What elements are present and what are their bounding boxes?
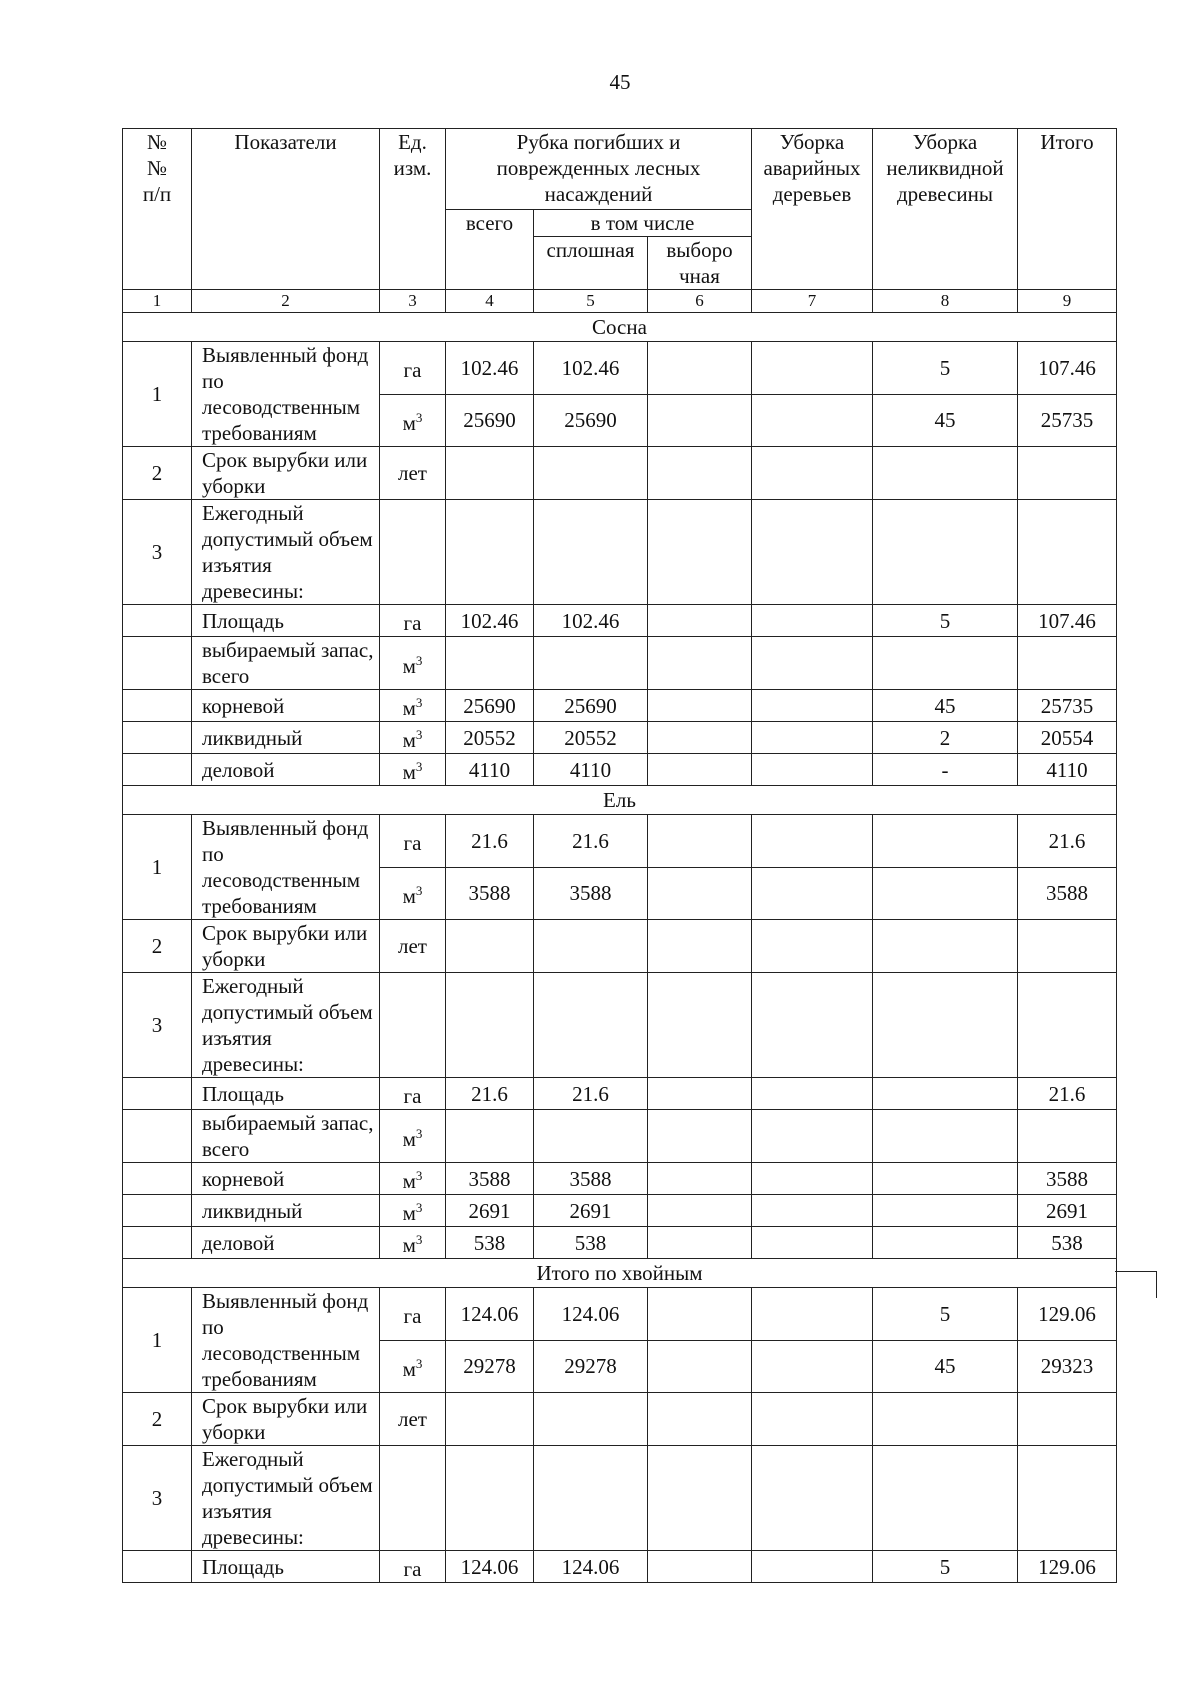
indicator-label: Срок вырубки или уборки bbox=[192, 920, 380, 973]
header-emergency-trees: Уборка аварийных деревьев bbox=[752, 129, 873, 290]
clear-felling-cell bbox=[534, 637, 648, 690]
row-number bbox=[123, 1163, 192, 1195]
section-title-row bbox=[123, 313, 1117, 342]
illiquid-wood-cell bbox=[873, 1078, 1018, 1110]
unit-cell bbox=[380, 690, 446, 722]
emergency-trees-cell bbox=[752, 754, 873, 786]
total-cell: 2691 bbox=[1018, 1195, 1117, 1227]
clear-felling-cell: 21.6 bbox=[534, 1078, 648, 1110]
annual-volume-row bbox=[123, 973, 1117, 1078]
felling-total-cell: 21.6 bbox=[446, 815, 534, 868]
selective-felling-cell bbox=[648, 447, 752, 500]
header-illiquid-wood: Уборка неликвидной древесины bbox=[873, 129, 1018, 290]
row-number bbox=[123, 637, 192, 690]
unit-label: га bbox=[403, 358, 422, 383]
header-total: Итого bbox=[1018, 129, 1117, 290]
header-clear-felling: сплошная bbox=[534, 237, 648, 290]
selective-felling-cell bbox=[648, 1110, 752, 1163]
unit-label: м bbox=[402, 1126, 416, 1151]
row-number bbox=[123, 1227, 192, 1259]
clear-felling-cell bbox=[534, 1446, 648, 1551]
indicator-label: Ежегодный допустимый объем изъятия древесины: bbox=[192, 500, 380, 605]
emergency-trees-cell bbox=[752, 690, 873, 722]
illiquid-wood-cell bbox=[873, 447, 1018, 500]
row-number: 1 bbox=[123, 342, 192, 447]
total-cell: 3588 bbox=[1018, 1163, 1117, 1195]
illiquid-wood-cell: 2 bbox=[873, 722, 1018, 754]
detail-row bbox=[123, 1551, 1117, 1583]
felling-total-cell: 124.06 bbox=[446, 1288, 534, 1341]
unit-label: м bbox=[402, 760, 416, 784]
selective-felling-cell bbox=[648, 637, 752, 690]
header-number: № № п/п bbox=[123, 129, 192, 290]
illiquid-wood-cell bbox=[873, 920, 1018, 973]
page-number: 45 bbox=[609, 70, 631, 94]
column-number: 5 bbox=[534, 290, 648, 313]
selective-felling-cell bbox=[648, 1393, 752, 1446]
detail-row bbox=[123, 1227, 1117, 1259]
indicator-label: деловой bbox=[192, 754, 380, 786]
unit-cell bbox=[380, 1110, 446, 1163]
total-cell bbox=[1018, 1110, 1117, 1163]
felling-total-cell: 124.06 bbox=[446, 1551, 534, 1583]
row-number: 1 bbox=[123, 815, 192, 920]
total-cell: 129.06 bbox=[1018, 1288, 1117, 1341]
row-number bbox=[123, 754, 192, 786]
indicator-label: выбираемый запас, всего bbox=[192, 637, 380, 690]
column-number: 6 bbox=[648, 290, 752, 313]
clear-felling-cell: 25690 bbox=[534, 394, 648, 447]
detail-row bbox=[123, 605, 1117, 637]
clear-felling-cell: 538 bbox=[534, 1227, 648, 1259]
unit-label: м bbox=[402, 1233, 416, 1257]
total-cell bbox=[1018, 500, 1117, 605]
header-unit: Ед. изм. bbox=[380, 129, 446, 290]
unit-cell bbox=[380, 815, 446, 868]
indicator-label: Ежегодный допустимый объем изъятия древесины: bbox=[192, 973, 380, 1078]
selective-felling-cell bbox=[648, 1078, 752, 1110]
total-cell: 3588 bbox=[1018, 867, 1117, 920]
illiquid-wood-cell bbox=[873, 1195, 1018, 1227]
detail-row bbox=[123, 1195, 1117, 1227]
row-number bbox=[123, 1551, 192, 1583]
total-cell: 107.46 bbox=[1018, 342, 1117, 395]
indicator-label: ликвидный bbox=[192, 1195, 380, 1227]
illiquid-wood-cell: - bbox=[873, 754, 1018, 786]
selective-felling-cell bbox=[648, 973, 752, 1078]
emergency-trees-cell bbox=[752, 1078, 873, 1110]
header-felling-total: всего bbox=[446, 210, 534, 290]
unit-exponent: 3 bbox=[415, 1355, 423, 1371]
unit-label: га bbox=[403, 1304, 422, 1329]
row-number bbox=[123, 1110, 192, 1163]
emergency-trees-cell bbox=[752, 1163, 873, 1195]
emergency-trees-cell bbox=[752, 447, 873, 500]
emergency-trees-cell bbox=[752, 867, 873, 920]
unit-label: м bbox=[402, 696, 416, 720]
unit-label: м bbox=[402, 410, 416, 435]
unit-cell bbox=[380, 394, 446, 447]
indicator-label: ликвидный bbox=[192, 722, 380, 754]
detail-row bbox=[123, 690, 1117, 722]
column-number: 1 bbox=[123, 290, 192, 313]
detail-row bbox=[123, 637, 1117, 690]
selective-felling-cell bbox=[648, 394, 752, 447]
unit-label: га bbox=[403, 831, 422, 856]
column-number: 2 bbox=[192, 290, 380, 313]
emergency-trees-cell bbox=[752, 1446, 873, 1551]
term-row bbox=[123, 447, 1117, 500]
unit-cell bbox=[380, 500, 446, 605]
illiquid-wood-cell bbox=[873, 815, 1018, 868]
felling-total-cell: 538 bbox=[446, 1227, 534, 1259]
felling-total-cell: 4110 bbox=[446, 754, 534, 786]
emergency-trees-cell bbox=[752, 1551, 873, 1583]
detail-row bbox=[123, 1110, 1117, 1163]
emergency-trees-cell bbox=[752, 1110, 873, 1163]
row-number: 2 bbox=[123, 1393, 192, 1446]
column-numbers-row bbox=[123, 290, 1117, 313]
selective-felling-cell bbox=[648, 1288, 752, 1341]
clear-felling-cell: 102.46 bbox=[534, 342, 648, 395]
illiquid-wood-cell: 5 bbox=[873, 342, 1018, 395]
clear-felling-cell bbox=[534, 1393, 648, 1446]
illiquid-wood-cell: 5 bbox=[873, 605, 1018, 637]
selective-felling-cell bbox=[648, 690, 752, 722]
total-cell: 129.06 bbox=[1018, 1551, 1117, 1583]
selective-felling-cell bbox=[648, 920, 752, 973]
clear-felling-cell: 21.6 bbox=[534, 815, 648, 868]
forest-harvest-table bbox=[122, 128, 1117, 1583]
clear-felling-cell: 20552 bbox=[534, 722, 648, 754]
felling-total-cell bbox=[446, 637, 534, 690]
selective-felling-cell bbox=[648, 754, 752, 786]
selective-felling-cell bbox=[648, 1446, 752, 1551]
detail-row bbox=[123, 1163, 1117, 1195]
detail-row bbox=[123, 1078, 1117, 1110]
total-cell: 21.6 bbox=[1018, 1078, 1117, 1110]
indicator-label: корневой bbox=[192, 690, 380, 722]
selective-felling-cell bbox=[648, 1227, 752, 1259]
column-number: 9 bbox=[1018, 290, 1117, 313]
total-cell: 4110 bbox=[1018, 754, 1117, 786]
unit-cell bbox=[380, 1227, 446, 1259]
column-number: 8 bbox=[873, 290, 1018, 313]
detail-row bbox=[123, 754, 1117, 786]
unit-label: га bbox=[403, 611, 422, 635]
indicator-label: Площадь bbox=[192, 605, 380, 637]
row-number: 3 bbox=[123, 973, 192, 1078]
illiquid-wood-cell: 45 bbox=[873, 690, 1018, 722]
illiquid-wood-cell: 5 bbox=[873, 1551, 1018, 1583]
unit-cell: лет bbox=[380, 920, 446, 973]
emergency-trees-cell bbox=[752, 815, 873, 868]
unit-label: м bbox=[402, 1169, 416, 1193]
indicator-label: деловой bbox=[192, 1227, 380, 1259]
clear-felling-cell bbox=[534, 1110, 648, 1163]
felling-total-cell: 3588 bbox=[446, 1163, 534, 1195]
section-title: Сосна bbox=[123, 313, 1117, 342]
selective-felling-cell bbox=[648, 605, 752, 637]
emergency-trees-cell bbox=[752, 500, 873, 605]
clear-felling-cell: 2691 bbox=[534, 1195, 648, 1227]
total-cell: 25735 bbox=[1018, 394, 1117, 447]
unit-cell bbox=[380, 1163, 446, 1195]
unit-exponent: 3 bbox=[415, 1232, 423, 1247]
clear-felling-cell: 124.06 bbox=[534, 1551, 648, 1583]
section-title-row bbox=[123, 786, 1117, 815]
total-cell: 20554 bbox=[1018, 722, 1117, 754]
selective-felling-cell bbox=[648, 722, 752, 754]
total-cell bbox=[1018, 637, 1117, 690]
unit-cell: лет bbox=[380, 447, 446, 500]
row-number: 1 bbox=[123, 1288, 192, 1393]
total-cell bbox=[1018, 920, 1117, 973]
emergency-trees-cell bbox=[752, 1288, 873, 1341]
selective-felling-cell bbox=[648, 342, 752, 395]
felling-total-cell: 29278 bbox=[446, 1340, 534, 1393]
unit-label: м bbox=[402, 728, 416, 752]
row-number bbox=[123, 605, 192, 637]
identified-fund-row bbox=[123, 815, 1117, 868]
row-number: 3 bbox=[123, 1446, 192, 1551]
unit-label: м bbox=[402, 883, 416, 908]
total-cell bbox=[1018, 447, 1117, 500]
header-felling-group: Рубка погибших и поврежденных лесных насаждений bbox=[446, 129, 752, 210]
selective-felling-cell bbox=[648, 1195, 752, 1227]
table-edge-overhang bbox=[1115, 1271, 1157, 1298]
clear-felling-cell: 25690 bbox=[534, 690, 648, 722]
unit-label: м bbox=[402, 1201, 416, 1225]
clear-felling-cell: 3588 bbox=[534, 1163, 648, 1195]
indicator-label: выбираемый запас, всего bbox=[192, 1110, 380, 1163]
identified-fund-row bbox=[123, 1288, 1117, 1341]
indicator-label: Площадь bbox=[192, 1551, 380, 1583]
unit-exponent: 3 bbox=[415, 759, 423, 774]
selective-felling-cell bbox=[648, 1163, 752, 1195]
felling-total-cell: 25690 bbox=[446, 690, 534, 722]
section-title: Итого по хвойным bbox=[123, 1259, 1117, 1288]
emergency-trees-cell bbox=[752, 722, 873, 754]
emergency-trees-cell bbox=[752, 637, 873, 690]
unit-cell bbox=[380, 867, 446, 920]
unit-label: га bbox=[403, 1084, 422, 1108]
emergency-trees-cell bbox=[752, 1195, 873, 1227]
header-selective-felling: выборо чная bbox=[648, 237, 752, 290]
unit-cell bbox=[380, 1551, 446, 1583]
illiquid-wood-cell: 45 bbox=[873, 1340, 1018, 1393]
column-number: 3 bbox=[380, 290, 446, 313]
unit-exponent: 3 bbox=[415, 652, 423, 668]
felling-total-cell bbox=[446, 1110, 534, 1163]
felling-total-cell: 21.6 bbox=[446, 1078, 534, 1110]
header-row-1 bbox=[123, 129, 1117, 210]
selective-felling-cell bbox=[648, 1340, 752, 1393]
unit-exponent: 3 bbox=[415, 695, 423, 710]
selective-felling-cell bbox=[648, 815, 752, 868]
illiquid-wood-cell: 45 bbox=[873, 394, 1018, 447]
clear-felling-cell bbox=[534, 920, 648, 973]
column-number: 4 bbox=[446, 290, 534, 313]
felling-total-cell bbox=[446, 920, 534, 973]
unit-cell bbox=[380, 754, 446, 786]
unit-cell bbox=[380, 722, 446, 754]
felling-total-cell bbox=[446, 1446, 534, 1551]
section-title-row bbox=[123, 1259, 1117, 1288]
emergency-trees-cell bbox=[752, 1393, 873, 1446]
total-cell bbox=[1018, 1446, 1117, 1551]
felling-total-cell: 20552 bbox=[446, 722, 534, 754]
term-row bbox=[123, 920, 1117, 973]
indicator-label: Выявленный фонд по лесоводственным требованиям bbox=[192, 815, 380, 920]
row-number: 2 bbox=[123, 447, 192, 500]
felling-total-cell bbox=[446, 500, 534, 605]
indicator-label: Выявленный фонд по лесоводственным требованиям bbox=[192, 1288, 380, 1393]
clear-felling-cell bbox=[534, 447, 648, 500]
emergency-trees-cell bbox=[752, 342, 873, 395]
clear-felling-cell: 4110 bbox=[534, 754, 648, 786]
felling-total-cell: 102.46 bbox=[446, 605, 534, 637]
illiquid-wood-cell bbox=[873, 1227, 1018, 1259]
unit-exponent: 3 bbox=[415, 727, 423, 742]
total-cell: 29323 bbox=[1018, 1340, 1117, 1393]
row-number: 2 bbox=[123, 920, 192, 973]
row-number: 3 bbox=[123, 500, 192, 605]
felling-total-cell: 102.46 bbox=[446, 342, 534, 395]
row-number bbox=[123, 1195, 192, 1227]
indicator-label: Ежегодный допустимый объем изъятия древесины: bbox=[192, 1446, 380, 1551]
felling-total-cell: 2691 bbox=[446, 1195, 534, 1227]
emergency-trees-cell bbox=[752, 605, 873, 637]
illiquid-wood-cell bbox=[873, 1393, 1018, 1446]
emergency-trees-cell bbox=[752, 1340, 873, 1393]
clear-felling-cell bbox=[534, 973, 648, 1078]
illiquid-wood-cell bbox=[873, 1110, 1018, 1163]
indicator-label: Выявленный фонд по лесоводственным требованиям bbox=[192, 342, 380, 447]
selective-felling-cell bbox=[648, 867, 752, 920]
unit-cell bbox=[380, 1446, 446, 1551]
unit-cell bbox=[380, 1195, 446, 1227]
unit-exponent: 3 bbox=[415, 1200, 423, 1215]
row-number bbox=[123, 690, 192, 722]
unit-cell bbox=[380, 1340, 446, 1393]
illiquid-wood-cell bbox=[873, 1446, 1018, 1551]
illiquid-wood-cell bbox=[873, 867, 1018, 920]
unit-label: м bbox=[402, 653, 416, 678]
felling-total-cell bbox=[446, 447, 534, 500]
unit-exponent: 3 bbox=[415, 409, 423, 425]
unit-cell bbox=[380, 973, 446, 1078]
illiquid-wood-cell bbox=[873, 1163, 1018, 1195]
annual-volume-row bbox=[123, 500, 1117, 605]
row-number bbox=[123, 1078, 192, 1110]
section-title: Ель bbox=[123, 786, 1117, 815]
unit-cell bbox=[380, 1078, 446, 1110]
unit-cell bbox=[380, 1288, 446, 1341]
unit-label: м bbox=[402, 1356, 416, 1381]
emergency-trees-cell bbox=[752, 394, 873, 447]
clear-felling-cell bbox=[534, 500, 648, 605]
total-cell bbox=[1018, 1393, 1117, 1446]
emergency-trees-cell bbox=[752, 1227, 873, 1259]
total-cell: 107.46 bbox=[1018, 605, 1117, 637]
clear-felling-cell: 124.06 bbox=[534, 1288, 648, 1341]
identified-fund-row bbox=[123, 342, 1117, 395]
illiquid-wood-cell bbox=[873, 500, 1018, 605]
unit-cell: лет bbox=[380, 1393, 446, 1446]
term-row bbox=[123, 1393, 1117, 1446]
row-number bbox=[123, 722, 192, 754]
clear-felling-cell: 3588 bbox=[534, 867, 648, 920]
emergency-trees-cell bbox=[752, 973, 873, 1078]
annual-volume-row bbox=[123, 1446, 1117, 1551]
indicator-label: корневой bbox=[192, 1163, 380, 1195]
unit-exponent: 3 bbox=[415, 1125, 423, 1141]
total-cell bbox=[1018, 973, 1117, 1078]
clear-felling-cell: 29278 bbox=[534, 1340, 648, 1393]
unit-cell bbox=[380, 342, 446, 395]
header-indicators: Показатели bbox=[192, 129, 380, 290]
unit-cell bbox=[380, 605, 446, 637]
illiquid-wood-cell: 5 bbox=[873, 1288, 1018, 1341]
unit-exponent: 3 bbox=[415, 1168, 423, 1183]
felling-total-cell: 3588 bbox=[446, 867, 534, 920]
header-including: в том числе bbox=[534, 210, 752, 237]
illiquid-wood-cell bbox=[873, 637, 1018, 690]
detail-row bbox=[123, 722, 1117, 754]
unit-label: га bbox=[403, 1557, 422, 1581]
indicator-label: Срок вырубки или уборки bbox=[192, 447, 380, 500]
indicator-label: Площадь bbox=[192, 1078, 380, 1110]
selective-felling-cell bbox=[648, 1551, 752, 1583]
total-cell: 21.6 bbox=[1018, 815, 1117, 868]
illiquid-wood-cell bbox=[873, 973, 1018, 1078]
emergency-trees-cell bbox=[752, 920, 873, 973]
felling-total-cell bbox=[446, 1393, 534, 1446]
clear-felling-cell: 102.46 bbox=[534, 605, 648, 637]
unit-cell bbox=[380, 637, 446, 690]
total-cell: 25735 bbox=[1018, 690, 1117, 722]
selective-felling-cell bbox=[648, 500, 752, 605]
felling-total-cell: 25690 bbox=[446, 394, 534, 447]
unit-exponent: 3 bbox=[415, 882, 423, 898]
indicator-label: Срок вырубки или уборки bbox=[192, 1393, 380, 1446]
felling-total-cell bbox=[446, 973, 534, 1078]
column-number: 7 bbox=[752, 290, 873, 313]
total-cell: 538 bbox=[1018, 1227, 1117, 1259]
